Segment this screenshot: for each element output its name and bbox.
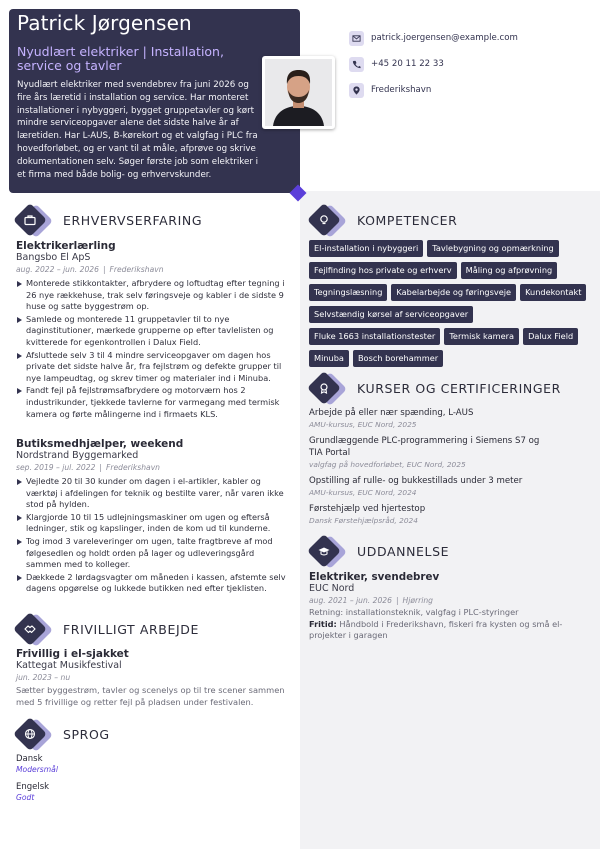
section-title: SPROG bbox=[63, 726, 110, 742]
globe-icon bbox=[18, 719, 48, 749]
job-bullet: Klargjorde 10 til 15 udlejningsmaskiner om ugen og efterså ledninger, stik og kapslinger, inden de kom ud til kunderne. bbox=[16, 512, 286, 535]
volunteer-description: Sætter byggestrøm, tavler og scenelys op til tre scener sammen med 5 frivillige og retter fejl på pladsen under festivalen. bbox=[16, 685, 285, 707]
section-languages-heading bbox=[18, 719, 110, 749]
leisure-text: Håndbold i Frederikshavn, fiskeri fra kysten og små el-projekter i garagen bbox=[309, 618, 563, 641]
volunteer-entry bbox=[16, 648, 286, 708]
language-name: Dansk bbox=[16, 754, 43, 764]
education-dates: aug. 2021 – jun. 2026 bbox=[309, 596, 392, 605]
skill-chip: Fluke 1663 installationstester bbox=[309, 328, 440, 345]
language-item-2 bbox=[16, 782, 49, 804]
course-meta: Dansk Førstehjælpsråd, 2024 bbox=[309, 516, 418, 525]
volunteer-dates: jun. 2023 – nu bbox=[16, 673, 71, 682]
course-name: Førstehjælp ved hjertestop bbox=[309, 504, 426, 514]
job-bullet: Dækkede 2 lørdagsvagter om måneden i kassen, afstemte selv dagens opgørelse og lukkede butikken ned efter tjeklisten. bbox=[16, 572, 286, 595]
education-line: Retning: installationsteknik, valgfag i PLC-styringer bbox=[309, 607, 519, 617]
education-school: EUC Nord bbox=[309, 583, 355, 594]
skill-chip: Tegningslæsning bbox=[309, 284, 387, 301]
job-meta: aug. 2022 – jun. 2026 | Frederikshavn bbox=[16, 265, 164, 274]
job-bullet: Vejledte 20 til 30 kunder om dagen i el-artikler, kabler og værktøj i afdelingen for teknik og bestilte varer, når varen ikke stod på hylden. bbox=[16, 476, 286, 511]
phone-text: +45 20 11 22 33 bbox=[371, 59, 444, 69]
job-bullet: Tog imod 3 vareleveringer om ugen, talte fragtbreve af mod følgesedlen og holdt orden på lager og udleveringsgård sammen med to kolleger. bbox=[16, 536, 286, 571]
skill-chip: Kabelarbejde og føringsveje bbox=[391, 284, 516, 301]
volunteer-role: Frivillig i el-sjakket bbox=[16, 648, 129, 660]
course-item bbox=[309, 475, 554, 498]
language-level: Godt bbox=[16, 793, 35, 802]
education-location: Hjørring bbox=[402, 596, 433, 605]
job-location: Frederikshavn bbox=[105, 463, 160, 472]
graduation-cap-icon bbox=[312, 536, 342, 566]
job-bullet: Monterede stikkontakter, afbrydere og loftudtag efter tegning i 26 nye rækkehuse, trak selv føringsveje og kabler i de sidste 9 huse og satte byggestrøm op. bbox=[16, 278, 286, 313]
course-name: Grundlæggende PLC-programmering i Siemens S7 og TIA Portal bbox=[309, 436, 540, 458]
course-item bbox=[309, 503, 554, 526]
job-bullets bbox=[16, 476, 286, 595]
education-entry bbox=[309, 571, 579, 642]
section-experience-heading bbox=[18, 205, 202, 235]
section-title: KOMPETENCER bbox=[357, 212, 458, 228]
skill-chip: Termisk kamera bbox=[444, 328, 519, 345]
section-education-heading bbox=[312, 536, 449, 566]
contact-location bbox=[349, 82, 518, 98]
language-level: Modersmål bbox=[16, 765, 58, 774]
skills-list bbox=[309, 240, 594, 372]
medal-icon bbox=[312, 373, 342, 403]
lightbulb-icon bbox=[312, 205, 342, 235]
course-meta: valgfag på hovedforløbet, EUC Nord, 2025 bbox=[309, 460, 466, 469]
headline: Nyudlært elektriker | Installation, service og tavler bbox=[17, 44, 224, 73]
phone-icon bbox=[349, 57, 364, 72]
job-entry-2 bbox=[16, 438, 286, 596]
course-name: Opstilling af rulle- og bukkestillads under 3 meter bbox=[309, 476, 523, 486]
job-bullet: Afsluttede selv 3 til 4 mindre serviceopgaver om dagen hos private det sidste halve år, fra fejlstrøm og defekte grupper til nye lampeudtag, og skrev timer og materialer ind i Minuba. bbox=[16, 350, 286, 385]
envelope-icon bbox=[349, 31, 364, 46]
skill-chip: Kundekontakt bbox=[520, 284, 586, 301]
section-skills-heading bbox=[312, 205, 457, 235]
courses-list bbox=[309, 407, 554, 531]
handshake-icon bbox=[18, 614, 48, 644]
contact-list bbox=[349, 30, 518, 108]
summary: Nyudlært elektriker med svendebrev fra juni 2026 og fire års læretid i installation og service. Har monteret installationer i nybyggeri, bygget gruppetavler og kørt mindre serviceopgaver alene det sidste halve år af læretiden. Har L-AUS, B-kørekort og et valgfag i PLC fra hovedforløbet, og er vant til at måle, afprøve og skrive dokumentationen selv. Søger første job som elektriker i et firma med både bolig- og erhvervskunder. bbox=[17, 80, 259, 180]
section-title: UDDANNELSE bbox=[357, 543, 450, 559]
education-meta: aug. 2021 – jun. 2026 | Hjørring bbox=[309, 596, 433, 605]
job-bullets bbox=[16, 278, 286, 420]
course-item bbox=[309, 435, 554, 470]
job-bullet: Samlede og monterede 11 gruppetavler til to nye daginstitutioner, mærkede grupperne op efter tavlelisten og kvitterede for egenkontrollen i Dalux Field. bbox=[16, 314, 286, 349]
header-card bbox=[9, 9, 300, 193]
briefcase-icon bbox=[18, 205, 48, 235]
job-meta: sep. 2019 – jul. 2022 | Frederikshavn bbox=[16, 463, 160, 472]
profile-photo bbox=[262, 56, 335, 129]
leisure-label: Fritid: bbox=[309, 618, 337, 629]
course-meta: AMU-kursus, EUC Nord, 2024 bbox=[309, 488, 417, 497]
contact-email[interactable] bbox=[349, 30, 518, 46]
language-item-1 bbox=[16, 754, 58, 776]
skill-chip: Dalux Field bbox=[523, 328, 578, 345]
education-leisure bbox=[309, 619, 579, 642]
course-meta: AMU-kursus, EUC Nord, 2025 bbox=[309, 420, 417, 429]
job-role: Elektrikerlærling bbox=[16, 240, 116, 252]
job-bullet: Fandt fejl på fejlstrømsafbrydere og motorværn hos 2 industrikunder, tjekkede tavlerne for varmegang med termisk kamera og førte målingerne ind i firmaets KLS. bbox=[16, 385, 286, 420]
location-text: Frederikshavn bbox=[371, 85, 432, 95]
language-name: Engelsk bbox=[16, 782, 50, 792]
job-dates: sep. 2019 – jul. 2022 bbox=[16, 463, 96, 472]
skill-chip: Fejlfinding hos private og erhverv bbox=[309, 262, 457, 279]
map-pin-icon bbox=[349, 83, 364, 98]
contact-phone[interactable] bbox=[349, 56, 518, 72]
course-name: Arbejde på eller nær spænding, L-AUS bbox=[309, 408, 474, 418]
job-location: Frederikshavn bbox=[109, 265, 164, 274]
skill-chip: El-installation i nybyggeri bbox=[309, 240, 423, 257]
skill-chip: Bosch borehammer bbox=[353, 350, 443, 367]
portrait-image bbox=[265, 59, 332, 126]
section-volunteer-heading bbox=[18, 614, 199, 644]
section-title: KURSER OG CERTIFICERINGER bbox=[357, 380, 561, 396]
job-dates: aug. 2022 – jun. 2026 bbox=[16, 265, 99, 274]
skill-chip: Minuba bbox=[309, 350, 349, 367]
job-role: Butiksmedhjælper, weekend bbox=[16, 438, 184, 450]
job-entry-1 bbox=[16, 240, 286, 421]
volunteer-org: Kattegat Musikfestival bbox=[16, 660, 122, 671]
candidate-name: Patrick Jørgensen bbox=[17, 11, 192, 35]
section-courses-heading bbox=[312, 373, 561, 403]
section-title: FRIVILLIGT ARBEJDE bbox=[63, 621, 199, 637]
course-item bbox=[309, 407, 554, 430]
skill-chip: Måling og afprøvning bbox=[461, 262, 558, 279]
section-title: ERHVERVSERFARING bbox=[63, 212, 203, 228]
skill-chip: Tavlebygning og opmærkning bbox=[427, 240, 559, 257]
email-text: patrick.joergensen@example.com bbox=[371, 33, 518, 43]
education-degree: Elektriker, svendebrev bbox=[309, 571, 440, 583]
job-company: Bangsbo El ApS bbox=[16, 252, 91, 263]
job-company: Nordstrand Byggemarked bbox=[16, 450, 139, 461]
skill-chip: Selvstændig kørsel af serviceopgaver bbox=[309, 306, 473, 323]
